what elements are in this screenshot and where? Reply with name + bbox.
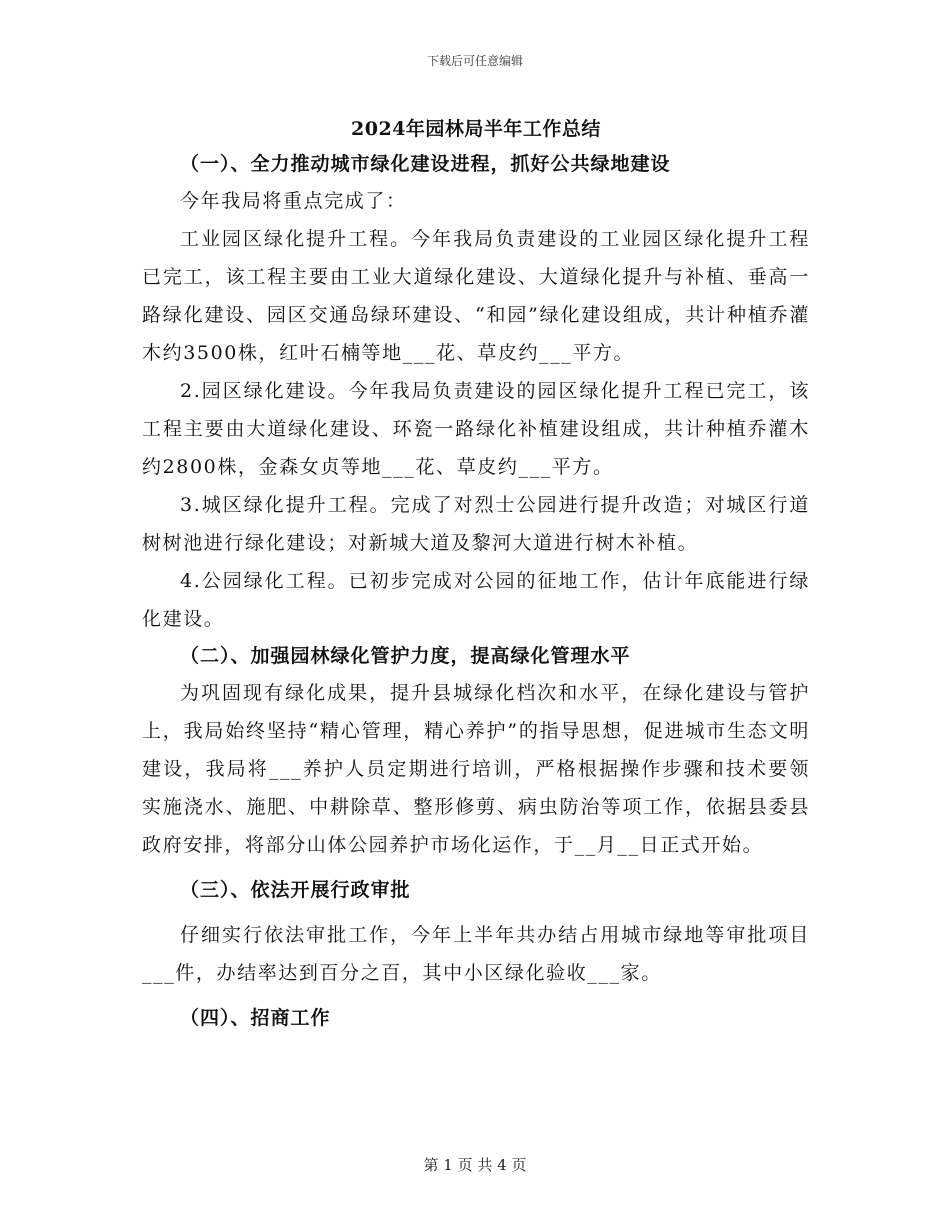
paragraph: 工业园区绿化提升工程。今年我局负责建设的工业园区绿化提升工程已完工，该工程主要由工业大道绿化建设、大道绿化提升与补植、垂高一路绿化建设、园区交通岛绿环建设、“和园”绿化建设组成，共计种植乔灌木约3500株，红叶石楠等地___花、草皮约___平方。	[142, 228, 810, 364]
document-body	[142, 114, 810, 1036]
paragraph: 仔细实行依法审批工作，今年上半年共办结占用城市绿地等审批项目___件，办结率达到百分之百，其中小区绿化验收___家。	[142, 924, 810, 984]
section-heading-2: （二）、加强园林绿化管护力度，提高绿化管理水平	[180, 645, 631, 667]
paragraph: 4.公园绿化工程。已初步完成对公园的征地工作，估计年底能进行绿化建设。	[142, 570, 810, 630]
section-heading-3: （三）、依法开展行政审批	[180, 879, 411, 901]
header-note: 下载后可任意编辑	[426, 54, 523, 68]
document-title: 2024年园林局半年工作总结	[351, 118, 601, 140]
section-heading-4: （四）、招商工作	[180, 1007, 331, 1029]
section-heading-1: （一）、全力推动城市绿化建设进程，抓好公共绿地建设	[180, 153, 671, 175]
page-number-footer: 第 1 页 共 4 页	[423, 1156, 527, 1174]
paragraph: 今年我局将重点完成了：	[180, 190, 407, 212]
paragraph: 为巩固现有绿化成果，提升县城绿化档次和水平，在绿化建设与管护上，我局始终坚持“精心管理，精心养护”的指导思想，促进城市生态文明建设，我局将___养护人员定期进行培训，严格根据操作步骤和技术要领实施浇水、施肥、中耕除草、整形修剪、病虫防治等项工作，依据县委县政府安排，将部分山体公园养护市场化运作，于__月__日正式开始。	[142, 682, 810, 856]
paragraph: 3.城区绿化提升工程。完成了对烈士公园进行提升改造；对城区行道树树池进行绿化建设；对新城大道及黎河大道进行树木补植。	[142, 494, 810, 554]
paragraph: 2.园区绿化建设。今年我局负责建设的园区绿化提升工程已完工，该工程主要由大道绿化建设、环瓷一路绿化补植建设组成，共计种植乔灌木约2800株，金森女贞等地___花、草皮约___平方。	[142, 380, 810, 478]
